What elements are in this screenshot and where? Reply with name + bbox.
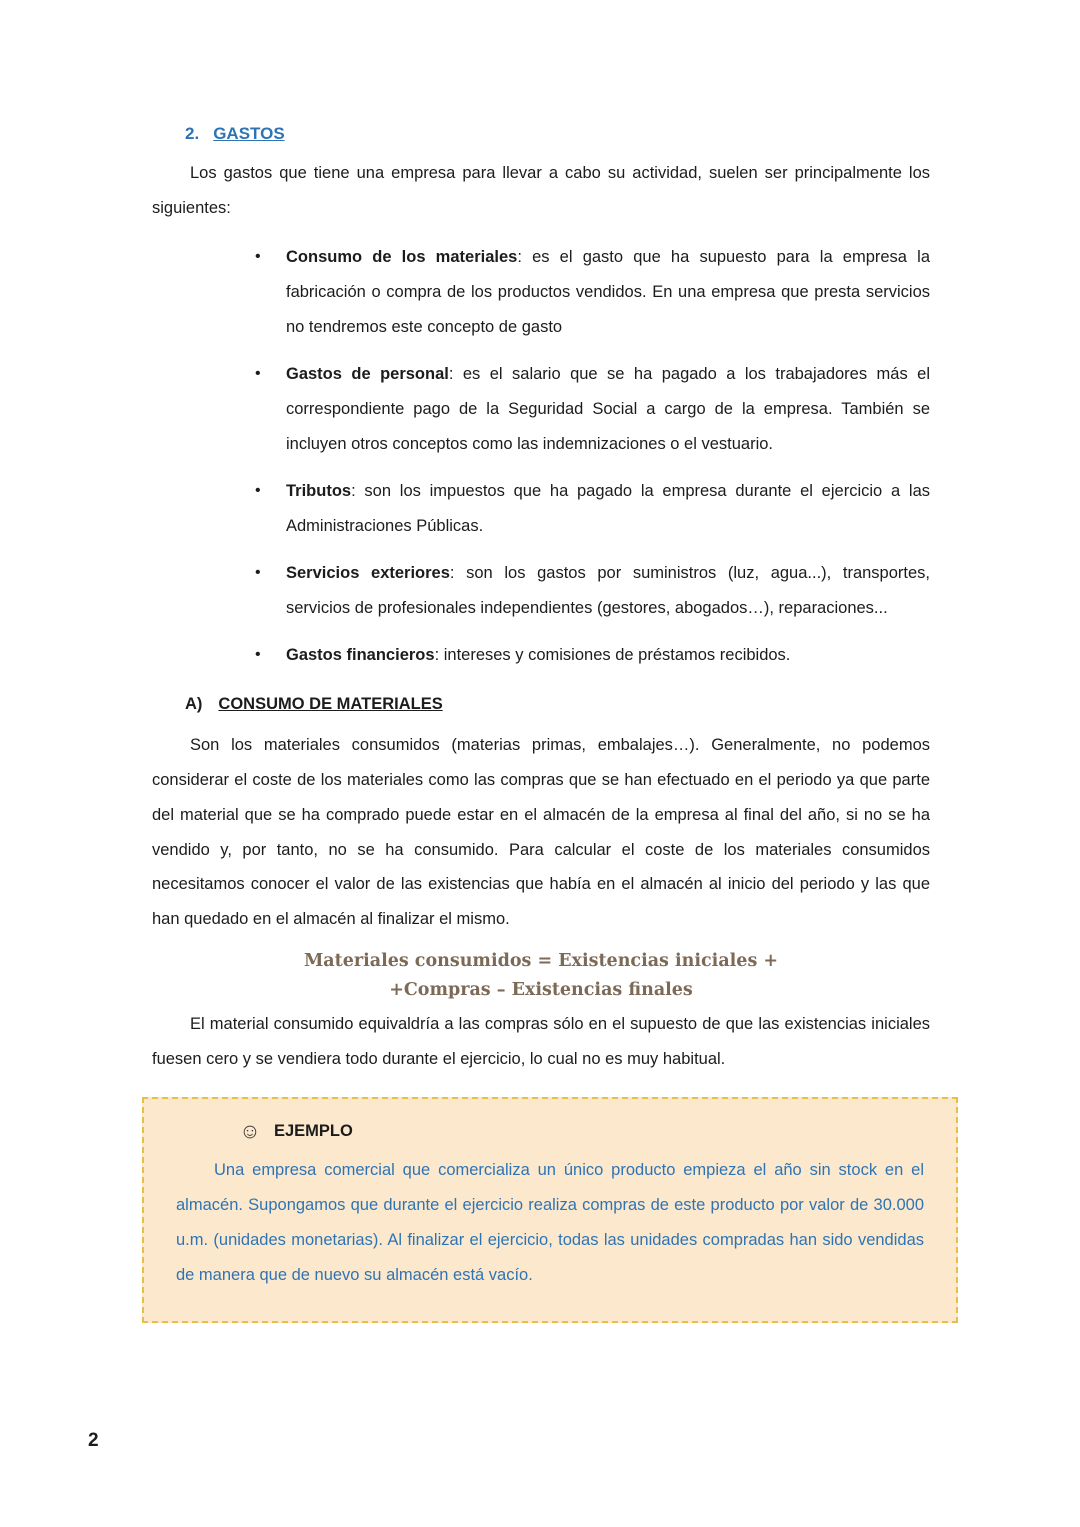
bullet-icon: •	[255, 247, 261, 265]
bullet-list	[152, 240, 930, 673]
subsection-letter: A)	[185, 694, 203, 713]
page-number: 2	[88, 1430, 99, 1451]
list-item	[152, 638, 930, 673]
example-box	[142, 1097, 958, 1323]
section-title: GASTOS	[213, 124, 285, 143]
list-item-rest: : son los impuestos que ha pagado la empresa durante el ejercicio a las Administraciones Públicas.	[286, 481, 930, 535]
list-item-text	[286, 240, 930, 345]
intro-paragraph: Los gastos que tiene una empresa para llevar a cabo su actividad, suelen ser principalmente los siguientes:	[152, 164, 930, 217]
subsection-heading	[185, 695, 930, 714]
list-item-rest: : es el gasto que ha supuesto para la empresa la fabricación o compra de los productos vendidos. En una empresa que presta servicios no tendremos este concepto de gasto	[286, 247, 930, 336]
bullet-icon: •	[255, 563, 261, 581]
list-item-lead: Tributos	[286, 481, 352, 500]
list-item-text	[286, 556, 930, 626]
bullet-icon: •	[255, 645, 261, 663]
list-item-lead: Consumo de los materiales	[286, 247, 518, 266]
list-item-lead: Servicios exteriores	[286, 563, 450, 582]
section-heading	[185, 124, 930, 144]
list-item	[152, 474, 930, 544]
list-item-text	[286, 357, 930, 462]
list-item-rest: : intereses y comisiones de préstamos recibidos.	[434, 645, 791, 664]
section-number: 2.	[185, 124, 200, 143]
example-text: Una empresa comercial que comercializa un único producto empieza el año sin stock en el almacén. Supongamos que durante el ejercicio realiza compras de este producto por valor de 30.000 u.m. (unidades monetarias). Al finalizar el ejercicio, todas las unidades compradas han sido vendidas de manera que de nuevo su almacén está vacío.	[176, 1161, 924, 1284]
list-item	[152, 556, 930, 626]
subsection-title: CONSUMO DE MATERIALES	[218, 694, 443, 713]
example-label: EJEMPLO	[274, 1121, 353, 1140]
list-item-lead: Gastos de personal	[286, 364, 449, 383]
bullet-icon: •	[255, 481, 261, 499]
formula-line-2: +Compras – Existencias finales	[389, 980, 693, 1001]
list-item	[152, 357, 930, 462]
smiley-icon: ☺	[239, 1119, 261, 1143]
materials-paragraph: Son los materiales consumidos (materias primas, embalajes…). Generalmente, no podemos considerar el coste de los materiales como las compras que se han efectuado en el periodo ya que parte del material que se ha comprado puede estar en el almacén de la empresa al final del año, si no se ha vendido y, por tanto, no se ha consumido. Para calcular el coste de los materiales consumidos necesitamos conocer el valor de las existencias que había en el almacén al inicio del periodo y las que han quedado en el almacén al finalizar el mismo.	[152, 735, 930, 929]
list-item-lead: Gastos financieros	[286, 645, 435, 664]
formula-line-1: Materiales consumidos = Existencias iniciales +	[303, 951, 779, 972]
list-item-text	[286, 638, 930, 673]
example-header	[176, 1119, 924, 1143]
list-item-rest: : es el salario que se ha pagado a los trabajadores más el correspondiente pago de la Seguridad Social a cargo de la empresa. También se incluyen otros conceptos como las indemnizaciones o el vestuario.	[286, 364, 930, 453]
list-item-rest: : son los gastos por suministros (luz, agua...), transportes, servicios de profesionales independientes (gestores, abogados…), reparaciones...	[286, 563, 930, 617]
list-item-text	[286, 474, 930, 544]
page-content	[152, 124, 930, 1323]
bullet-icon: •	[255, 364, 261, 382]
closing-paragraph: El material consumido equivaldría a las compras sólo en el supuesto de que las existencias iniciales fuesen cero y se vendiera todo durante el ejercicio, lo cual no es muy habitual.	[152, 1015, 930, 1069]
list-item	[152, 240, 930, 345]
formula-block	[152, 947, 930, 1005]
